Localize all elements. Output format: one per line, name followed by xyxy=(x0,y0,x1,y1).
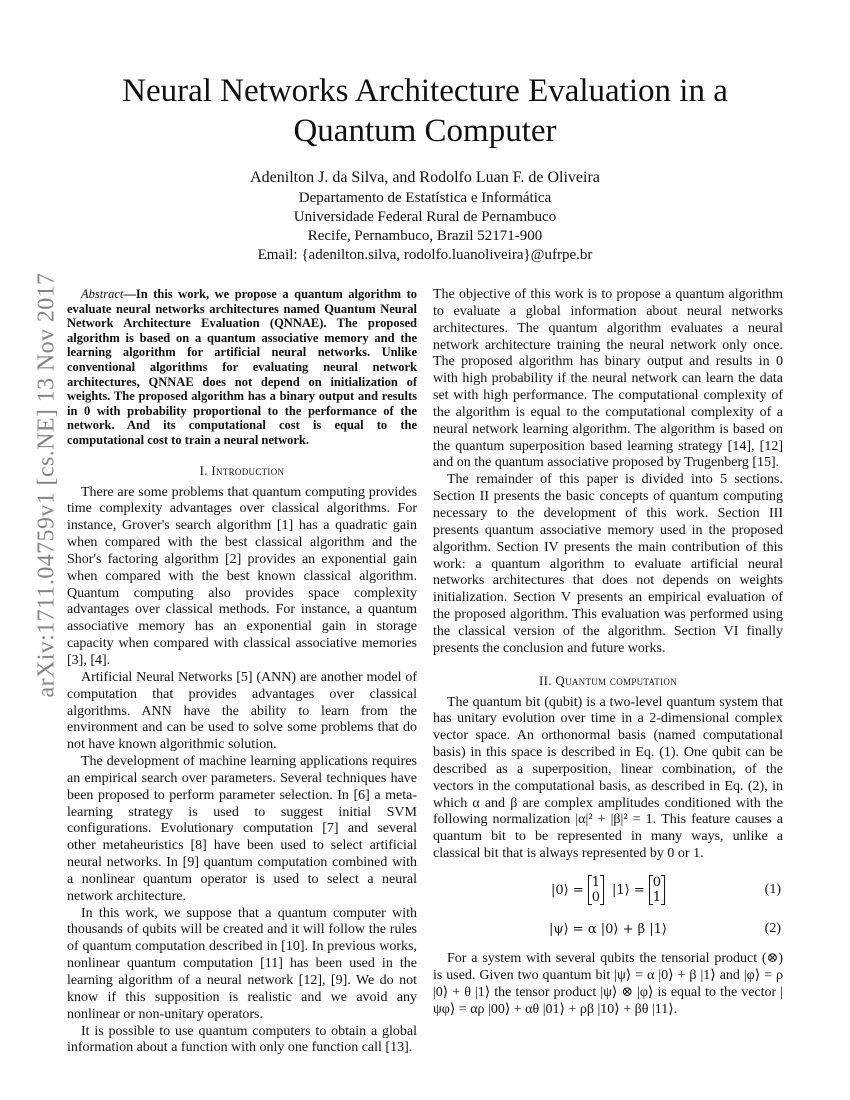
section-title: Quantum computation xyxy=(555,672,677,688)
paper-title: Neural Networks Architecture Evaluation in a Quantum Computer xyxy=(122,73,728,149)
section-heading-introduction xyxy=(67,463,417,479)
ket-one-definition xyxy=(612,875,665,905)
intro-paragraph-3: The development of machine learning applications requires an empirical search over parameters. Several techniques have been proposed to perform parameter selection. In [6] a meta-learning strategy is used to suggest initial SVM configurations. Evolutionary computation [7] and several other metaheuristics [8] have been used to select artificial neural networks. In [9] quantum computation combined with a nonlinear quantum operator is used to select a neural network architecture. xyxy=(67,754,417,904)
author-names: Adenilton J. da Silva, and Rodolfo Luan F. de Oliveira xyxy=(250,169,600,186)
arxiv-identifier-text: arXiv:1711.04759v1 [cs.NE] 13 Nov 2017 xyxy=(33,272,60,698)
abstract-label: Abstract xyxy=(81,287,124,301)
remainder-paragraph: The remainder of this paper is divided into 5 sections. Section II presents the basic concepts of quantum computing necessary to the development of this work. Section III presents quantum associative memory used in the proposed algorithm. Section IV presents the main contribution of this work: a quantum algorithm to evaluate artificial neural networks architectures that does not depends on weights initialization. Section V presents an empirical evaluation of the proposed algorithm. This evaluation was performed using the classical version of the algorithm. Section VI finally presents the conclusion and future works. xyxy=(433,472,783,656)
author-university: Universidade Federal Rural de Pernambuco xyxy=(293,209,557,225)
intro-paragraph-1: There are some problems that quantum computing provides time complexity advantages over classical algorithms. For instance, Grover's search algorithm [1] has a quadratic gain when compared with the best classical algorithm and the Shor's factoring algorithm [2] provides an exponential gain when compared with the best known classical algorithm. Quantum computing also provides space complexity advantages over classical methods. For instance, a quantum associative memory has an exponential gain in storage capacity when compared with classical associative memories [3], [4]. xyxy=(67,484,417,668)
ket-zero-vector xyxy=(588,875,604,905)
author-department: Departamento de Estatística e Informática xyxy=(298,190,552,206)
author-email: Email: {adenilton.silva, rodolfo.luanoliveira}@ufrpe.br xyxy=(257,247,593,263)
left-column xyxy=(67,287,417,1057)
ket-zero-label: |0⟩ = xyxy=(550,882,584,898)
section-heading-quantum-computation xyxy=(433,673,783,689)
equation-2 xyxy=(433,917,783,941)
vector-entry: 0 xyxy=(652,875,662,890)
tensor-product-paragraph: For a system with several qubits the tensorial product (⊗) is used. Given two quantum bit |ψ⟩ = α |0⟩ + β |1⟩ and |φ⟩ = ρ |0⟩ + θ |1⟩ the tensor product |ψ⟩ ⊗ |φ⟩ is equal to the vector |ψφ⟩ = αρ |00⟩ + αθ |01⟩ + ρβ |10⟩ + βθ |11⟩. xyxy=(433,951,783,1017)
equation-2-number: (2) xyxy=(764,921,781,936)
equation-2-body xyxy=(433,917,783,941)
equation-2-text: |ψ⟩ = α |0⟩ + β |1⟩ xyxy=(549,921,667,937)
vector-entry: 0 xyxy=(591,890,600,905)
section-number: I. xyxy=(199,462,208,478)
author-address: Recife, Pernambuco, Brazil 52171-900 xyxy=(307,228,543,244)
abstract xyxy=(67,287,417,448)
vector-entry: 1 xyxy=(652,890,662,905)
ket-zero-definition xyxy=(551,875,604,905)
abstract-text: —In this work, we propose a quantum algorithm to evaluate neural networks architectures named Quantum Neural Network Architecture Evaluation (QNNAE). The proposed algorithm is based on a quantum associative memory and the learning algorithm for artificial neural networks. Unlike conventional algorithms for evaluating neural network architectures, QNNAE does not depend on initialization of weights. The proposed algorithm has a binary output and results in 0 with probability proportional to the performance of the network. And its computational cost is equal to the computational cost to train a neural network. xyxy=(67,287,417,447)
vector-entry: 1 xyxy=(591,875,600,890)
ket-one-label: |1⟩ = xyxy=(612,882,645,898)
intro-paragraph-5: It is possible to use quantum computers to obtain a global information about a function with only one function call [13]. xyxy=(67,1023,417,1056)
objective-paragraph: The objective of this work is to propose a quantum algorithm to evaluate a global information about neural networks architectures. The quantum algorithm evaluates a neural network architecture training the neural network only once. The proposed algorithm has binary output and results in 0 with high probability if the neural network can learn the data set with high performance. The computational complexity of the algorithm is equal to the computational complexity of a neural network learning algorithm. The algorithm is based on the quantum superposition based learning strategy [14], [12] and on the quantum associative proposed by Trugenberg [15]. xyxy=(433,287,783,471)
author-block xyxy=(100,167,750,265)
right-column xyxy=(433,287,783,1018)
intro-paragraph-4: In this work, we suppose that a quantum computer with thousands of qubits will be created and it will follow the rules of quantum computation described in [10]. In previous works, nonlinear quantum computation [11] has been used in the learning algorithm of a neural network [12], [9]. We do not know if this supposition is realistic and we avoid any nonlinear or non-unitary operators. xyxy=(67,905,417,1022)
equation-1-number: (1) xyxy=(764,882,781,897)
qubit-paragraph: The quantum bit (qubit) is a two-level quantum system that has unitary evolution over time in a 2-dimensional complex vector space. An orthonormal basis (named computational basis) in this space is described in Eq. (1). One qubit can be described as a superposition, linear combination, of the vectors in the computational basis, as described in Eq. (2), in which α and β are complex amplitudes conditioned with the following normalization |α|² + |β|² = 1. This feature causes a quantum bit to be represented in many ways, unlike a classical bit that is always represented by 0 or 1. xyxy=(433,694,783,862)
ket-one-vector xyxy=(649,875,665,905)
intro-paragraph-2: Artificial Neural Networks [5] (ANN) are another model of computation that provides advantages over classical algorithms. ANN have the ability to learn from the environment and can be used to solve some problems that do not have known algorithmic solution. xyxy=(67,669,417,753)
section-number: II. xyxy=(539,672,552,688)
equation-1-body xyxy=(433,873,783,907)
section-title: Introduction xyxy=(211,462,285,478)
equation-1 xyxy=(433,873,783,907)
